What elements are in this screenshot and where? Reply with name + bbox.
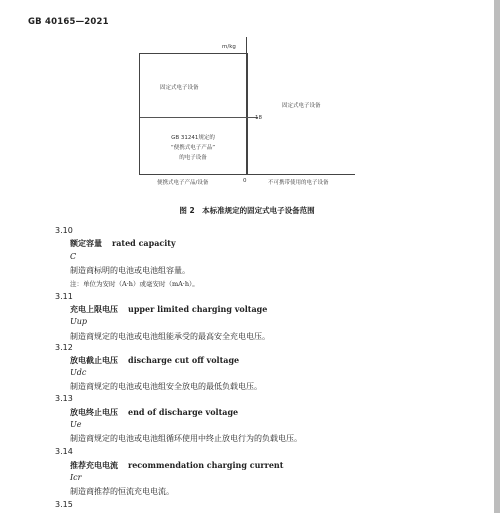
clause-number: 3.13: [55, 394, 73, 403]
figure-right-region-label: 固定式电子设备: [282, 103, 321, 109]
figure-upper-region-label: 固定式电子设备: [160, 85, 199, 91]
term-symbol: Uup: [70, 317, 88, 326]
term-note: 注：单位为安时（A·h）或毫安时（mA·h）。: [70, 280, 199, 288]
figure-x-left-label: 便携式电子产品/设备: [157, 180, 209, 186]
figure-x-axis: [139, 174, 355, 175]
term-definition: 制造商推荐的恒流充电电流。: [70, 487, 174, 496]
term-heading: [70, 304, 267, 315]
term-definition: 制造商规定的电池或电池组循环使用中终止放电行为的负载电压。: [70, 434, 302, 443]
term-cn: 放电截止电压: [70, 356, 118, 365]
figure-threshold-line: [140, 117, 258, 118]
clause-number: 3.14: [55, 447, 73, 456]
term-cn: 充电上限电压: [70, 305, 118, 314]
clause-number: 3.10: [55, 226, 73, 235]
term-heading: [70, 238, 176, 249]
term-en: end of discharge voltage: [128, 407, 239, 417]
term-symbol: C: [70, 252, 77, 261]
figure-lower-region-line-2: “便携式电子产品”: [170, 145, 216, 151]
term-heading: [70, 355, 239, 366]
viewer-scroll-edge: [494, 0, 500, 513]
figure-tick: [246, 117, 254, 118]
term-en: upper limited charging voltage: [128, 304, 268, 314]
term-cn: 放电终止电压: [70, 408, 118, 417]
term-cn: 推荐充电电流: [70, 461, 118, 470]
clause-number: 3.15: [55, 500, 73, 509]
figure-zero-label: 0: [243, 178, 247, 184]
figure-lower-region-line-3: 的电子设备: [179, 155, 207, 161]
figure-lower-region-line-1: GB 31241规定的: [171, 135, 215, 141]
clause-number: 3.12: [55, 343, 73, 352]
figure-caption: 图 2 本标准规定的固定式电子设备范围: [179, 206, 315, 215]
term-heading: [70, 460, 283, 471]
term-definition: 制造商规定的电池或电池组安全放电的最低负载电压。: [70, 382, 262, 391]
term-symbol: Ue: [70, 420, 82, 429]
standard-header: GB 40165—2021: [28, 17, 109, 27]
clause-number: 3.11: [55, 292, 73, 301]
term-definition: 制造商规定的电池或电池组能承受的最高安全充电电压。: [70, 332, 270, 341]
figure-y-axis: [246, 37, 247, 175]
figure-x-right-label: 不可携带使用的电子设备: [268, 180, 329, 186]
figure-2: [0, 0, 494, 200]
term-en: rated capacity: [112, 238, 176, 248]
term-en: discharge cut off voltage: [128, 355, 240, 365]
figure-y-axis-label: m/kg: [222, 44, 236, 50]
term-symbol: Udc: [70, 368, 87, 377]
figure-tick-value: 18: [255, 115, 262, 121]
term-definition: 制造商标明的电池或电池组容量。: [70, 266, 190, 275]
term-symbol: Icr: [70, 473, 82, 482]
term-heading: [70, 407, 238, 418]
term-cn: 额定容量: [70, 239, 102, 248]
term-en: recommendation charging current: [128, 460, 284, 470]
